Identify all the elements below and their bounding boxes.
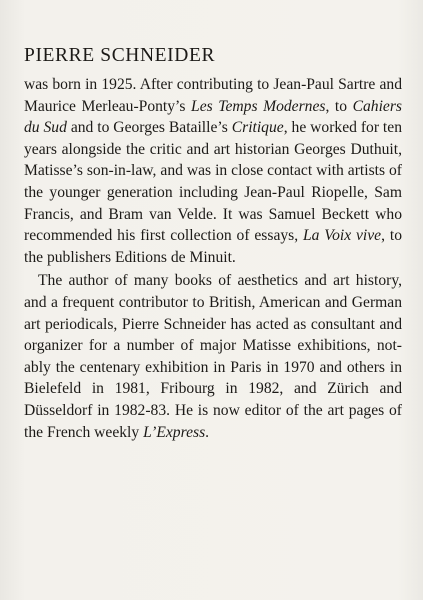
paragraph1-run-4: and to Georges Bataille’s: [66, 119, 232, 137]
paragraph1-run-7: La Voix vive: [302, 227, 382, 245]
paragraph1-run-1: Les Temps Modernes: [191, 97, 326, 115]
paragraph1-run-0: was born in 1925. After contributing to Jean-Paul Sartre and Maurice Merleau-Ponty’s: [24, 76, 402, 115]
bio-paragraph-2: [24, 270, 402, 443]
bio-paragraph-1: [24, 74, 402, 268]
paragraph2-run-0: The author of many books of aesthetics and art history, and a frequent contributor to British, American and German art periodicals, Pierre Schneider has acted as consultant and organizer for a number of major Matisse exhibitions, notably the centenary exhibition in Paris in 1970 and others in Bielefeld in 1981, Fribourg in 1982, and Zürich and Düsseldorf in 1982-83. He is now editor of the art pages of the French weekly: [24, 272, 402, 441]
paragraph1-run-5: Critique: [231, 119, 284, 137]
paragraph1-run-8: , to the publishers Editions de Minuit.: [24, 227, 402, 266]
author-bio: [24, 44, 402, 443]
paragraph1-run-2: , to: [325, 97, 353, 115]
paragraph1-run-6: , he worked for ten years alongside the critic and art historian Georges Duthuit, Matisse’s son-in-law, and was in close contact with artists of the younger generation including Jean-Paul Riopelle, Sam Francis, and Bram van Velde. It was Samuel Beckett who recommended his first collection of essays,: [24, 119, 402, 245]
paragraph2-run-1: L’Express: [143, 423, 206, 441]
author-name-heading: PIERRE SCHNEIDER: [24, 45, 216, 66]
paragraph2-run-2: .: [205, 423, 210, 441]
paragraph1-run-3: Cahiers du Sud: [24, 97, 402, 137]
